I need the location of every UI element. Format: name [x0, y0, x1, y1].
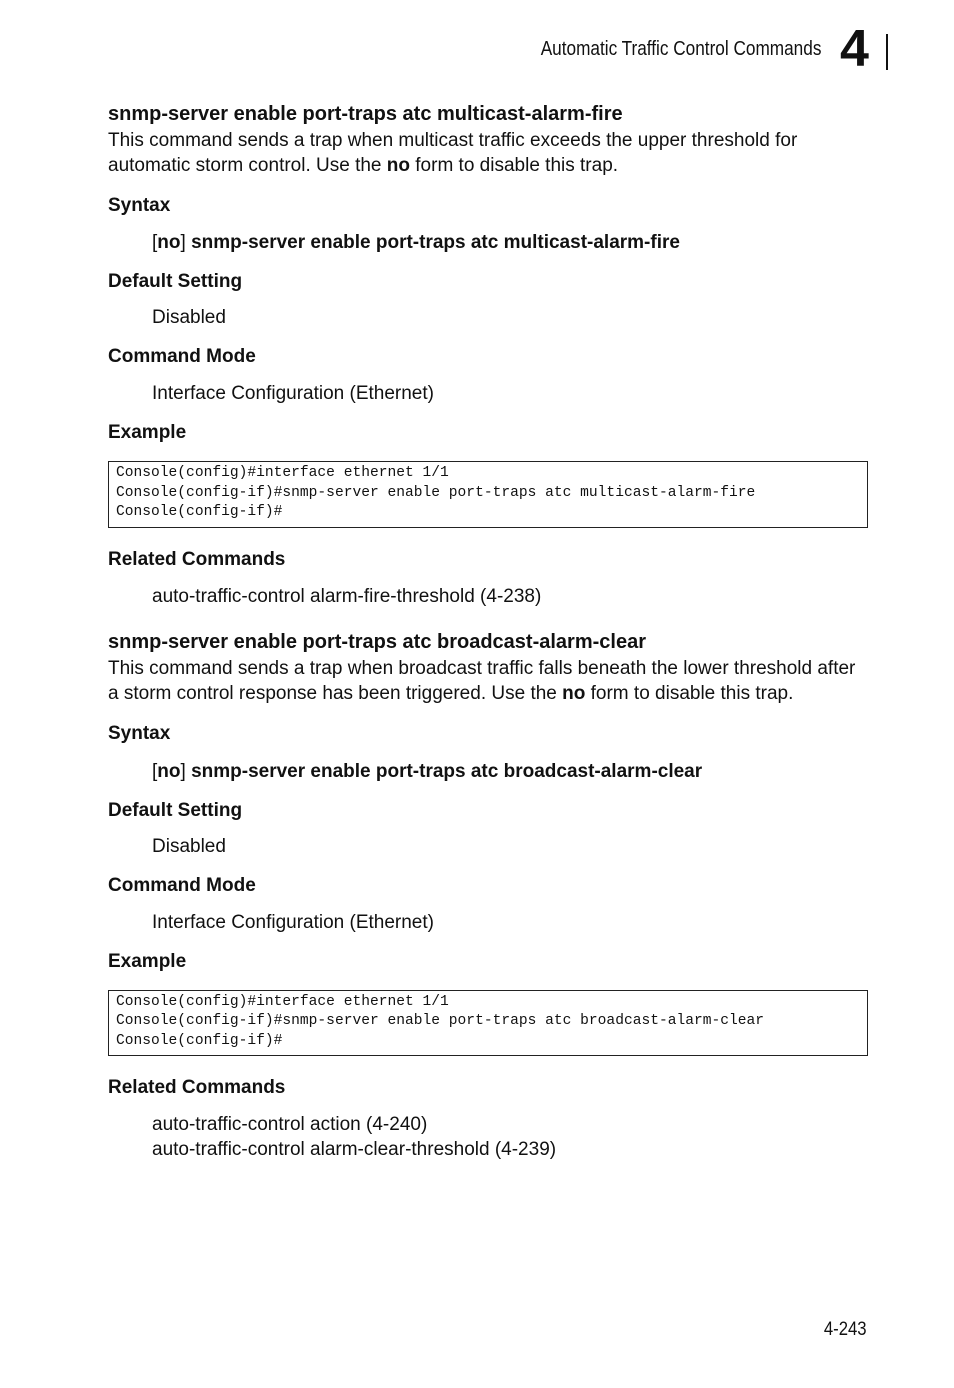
- code-line: Console(config)#interface ethernet 1/1: [116, 993, 449, 1010]
- code-line: Console(config-if)#snmp-server enable port-traps atc multicast-alarm-fire: [116, 484, 756, 501]
- code-line: Console(config)#interface ethernet 1/1: [116, 465, 449, 481]
- description-text: This command sends a trap when broadcast traffic falls beneath the lower threshold after a storm control response has been triggered. Use the: [108, 657, 856, 704]
- description-keyword-no: no: [562, 682, 586, 704]
- description-text-end: form to disable this trap.: [585, 682, 794, 704]
- description-text: This command sends a trap when multicast traffic exceeds the upper threshold for automatic storm control. Use the: [108, 130, 798, 176]
- code-line: Console(config-if)#: [116, 1032, 283, 1049]
- running-header-title: Automatic Traffic Control Commands: [540, 38, 821, 60]
- related-commands-heading: Related Commands: [108, 1077, 286, 1098]
- chapter-rule: [886, 34, 888, 70]
- code-line: Console(config-if)#snmp-server enable port-traps atc broadcast-alarm-clear: [116, 1013, 765, 1029]
- page-content: [108, 101, 868, 1162]
- syntax-bracket-close: ]: [180, 760, 192, 782]
- syntax-line: [152, 230, 868, 255]
- command-mode-value: Interface Configuration (Ethernet): [152, 383, 434, 404]
- example-code-block: [108, 990, 868, 1057]
- syntax-bracket-open: [: [152, 760, 158, 782]
- related-commands-list: [152, 1112, 868, 1162]
- example-code-block: [108, 461, 868, 528]
- syntax-line: [152, 759, 868, 784]
- syntax-command: snmp-server enable port-traps atc broadcast-alarm-clear: [191, 760, 703, 782]
- related-commands-heading: Related Commands: [108, 548, 286, 570]
- description-text-end: form to disable this trap.: [410, 155, 619, 176]
- default-setting-value: Disabled: [152, 307, 226, 328]
- chapter-number: 4: [840, 20, 869, 78]
- command-description: [108, 128, 868, 178]
- description-keyword-no: no: [386, 155, 410, 176]
- related-command-item: auto-traffic-control alarm-fire-threshold (4-238): [152, 585, 542, 607]
- example-heading: Example: [108, 422, 187, 443]
- syntax-bracket-close: ]: [180, 232, 192, 253]
- syntax-keyword-no: no: [157, 232, 181, 253]
- command-mode-heading: Command Mode: [108, 346, 256, 367]
- related-commands-list: [152, 584, 868, 609]
- syntax-keyword-no: no: [157, 760, 181, 782]
- syntax-command: snmp-server enable port-traps atc multicast-alarm-fire: [191, 232, 680, 253]
- code-line: Console(config-if)#: [116, 504, 283, 520]
- default-setting-heading: Default Setting: [108, 271, 243, 292]
- syntax-heading: Syntax: [108, 722, 171, 744]
- command-mode-heading: Command Mode: [108, 874, 256, 896]
- page-number: 4-243: [824, 1319, 867, 1340]
- syntax-bracket-open: [: [152, 232, 158, 253]
- command-title: snmp-server enable port-traps atc broadcast-alarm-clear: [108, 630, 646, 653]
- related-command-item: auto-traffic-control action (4-240): [152, 1114, 428, 1135]
- default-setting-heading: Default Setting: [108, 799, 243, 821]
- command-title: snmp-server enable port-traps atc multicast-alarm-fire: [108, 103, 623, 125]
- example-heading: Example: [108, 950, 187, 972]
- command-description: [108, 656, 868, 706]
- default-setting-value: Disabled: [152, 835, 226, 857]
- command-mode-value: Interface Configuration (Ethernet): [152, 911, 434, 933]
- related-command-item: auto-traffic-control alarm-clear-threshold (4-239): [152, 1139, 557, 1160]
- syntax-heading: Syntax: [108, 195, 171, 216]
